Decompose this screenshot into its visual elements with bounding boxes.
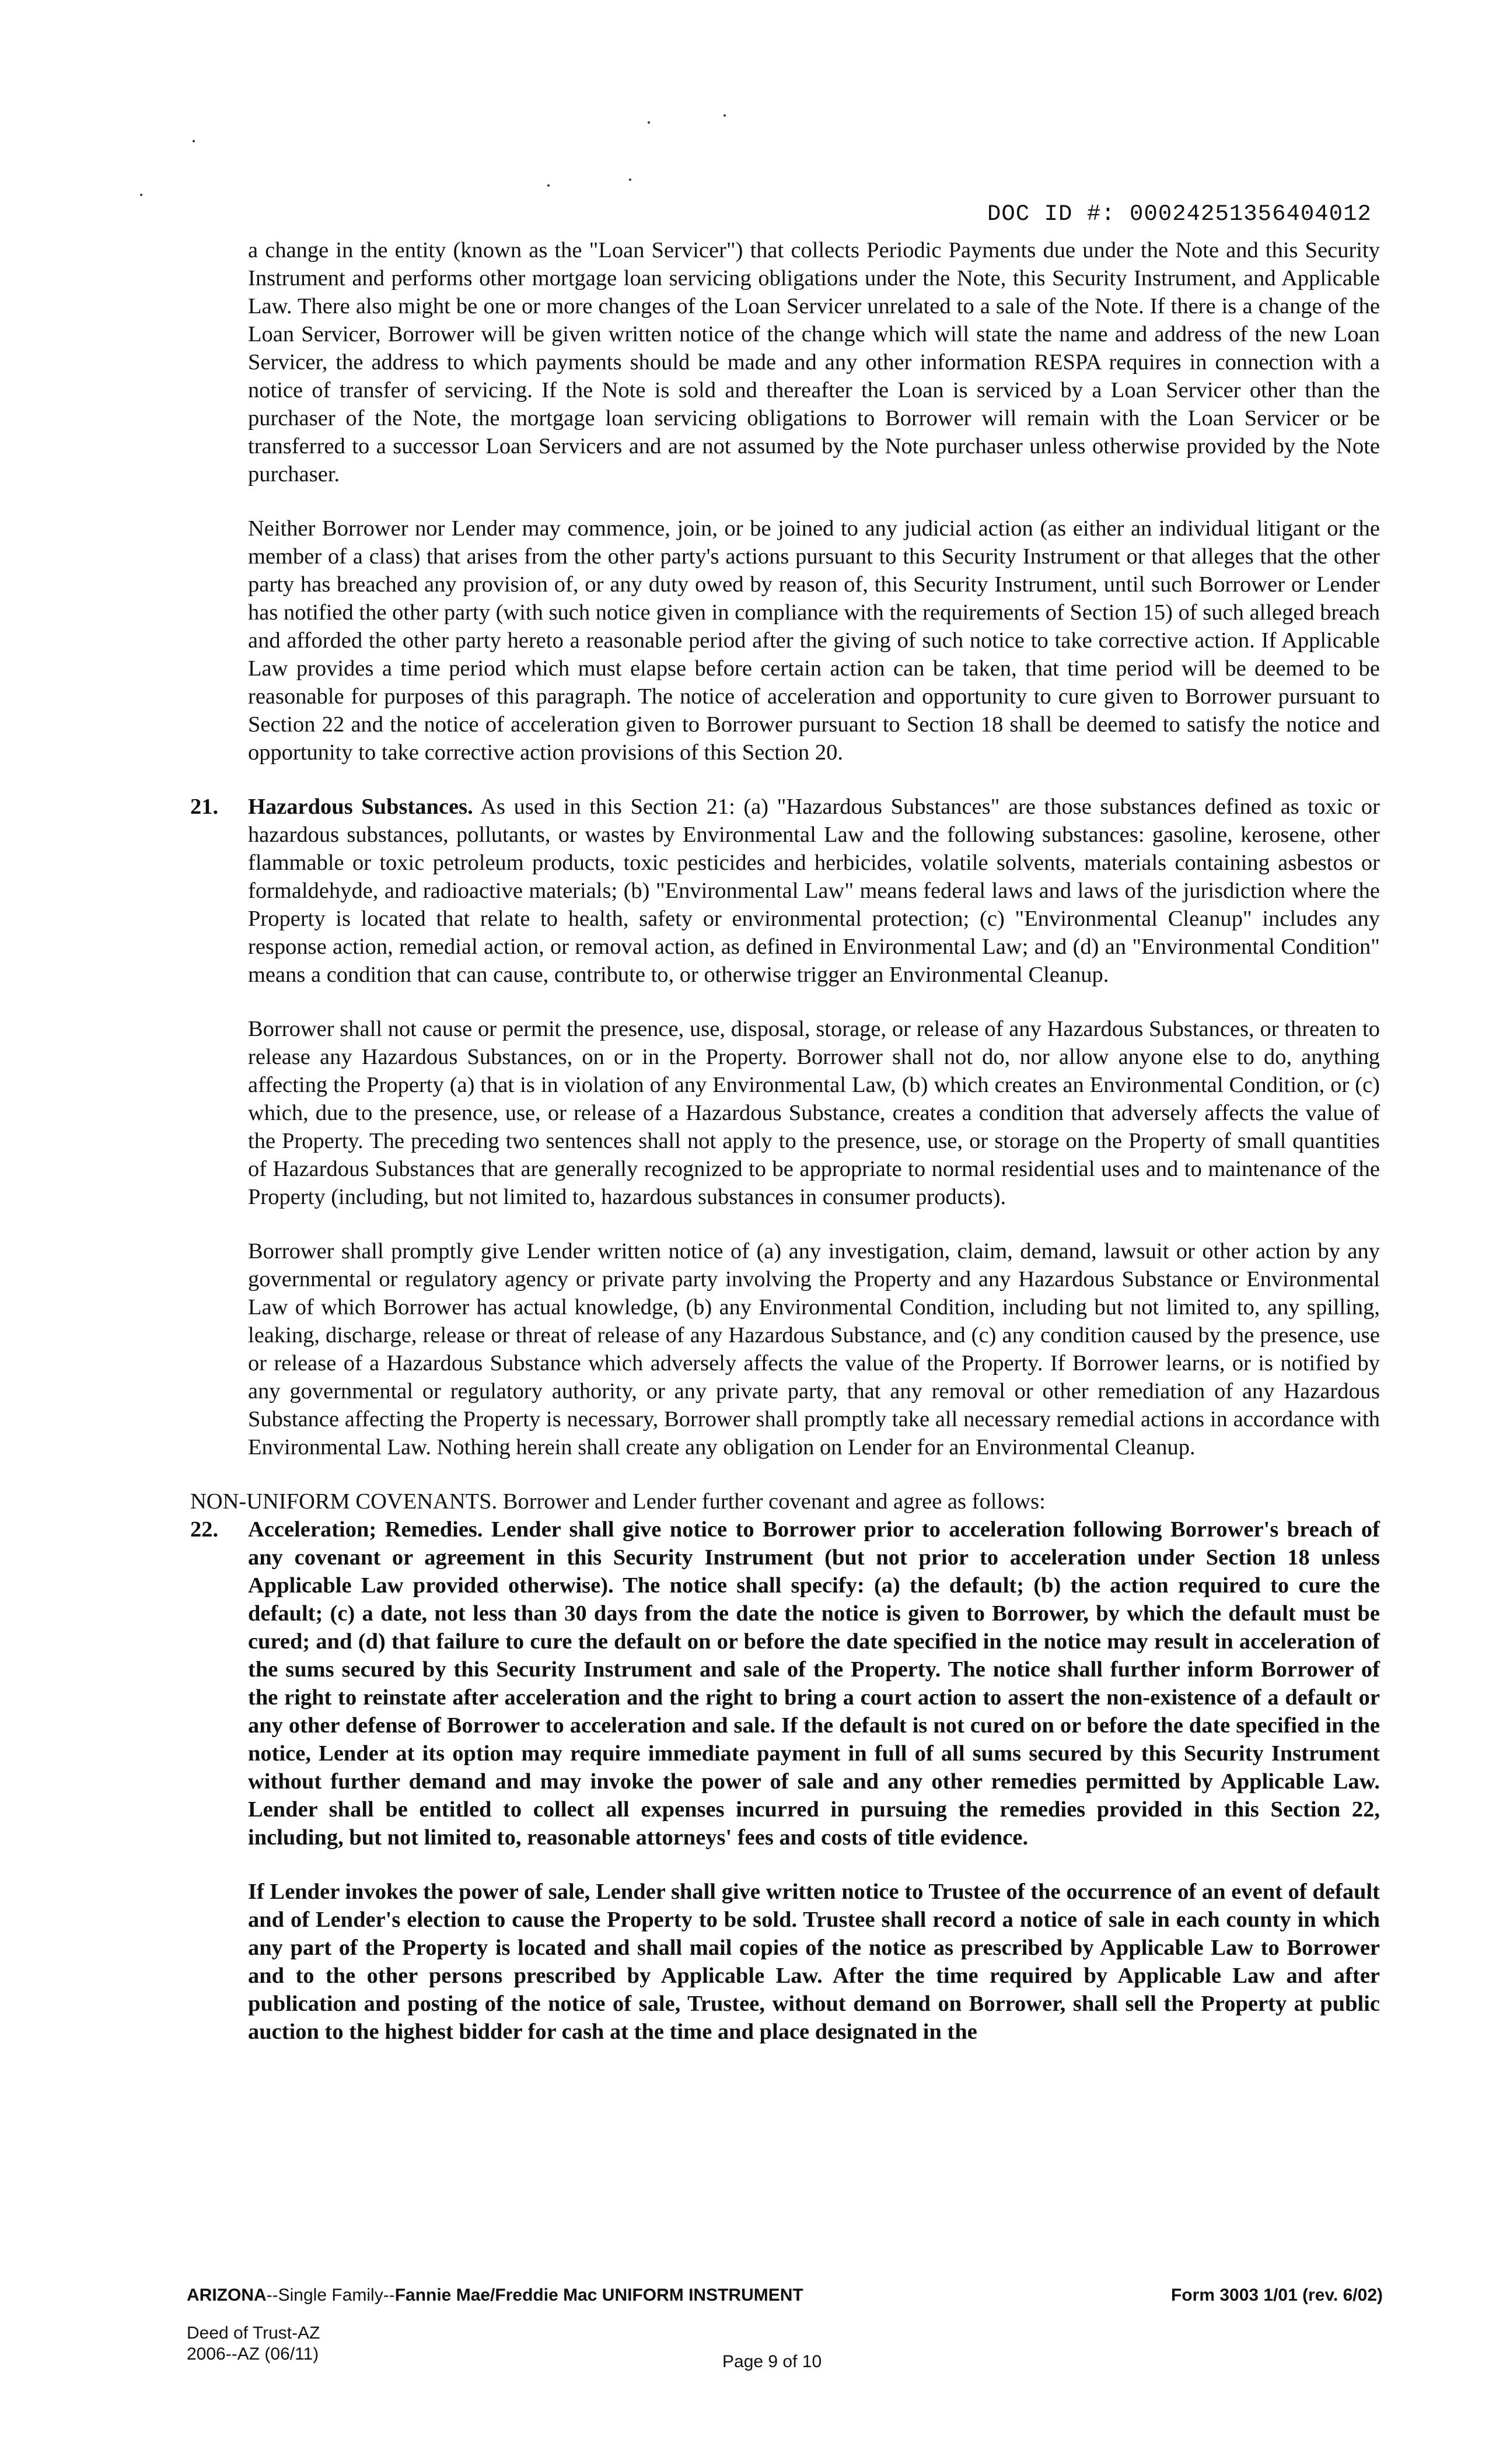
- footer-family: --Single Family--: [266, 2286, 395, 2305]
- scan-speck: [193, 140, 195, 142]
- section-21: [190, 793, 1380, 989]
- footer-instrument-line: [187, 2286, 1383, 2309]
- footer-code: 2006--AZ (06/11): [187, 2344, 319, 2364]
- footer-instrument-name: Fannie Mae/Freddie Mac UNIFORM INSTRUMENT: [394, 2286, 803, 2305]
- notice-paragraph: Neither Borrower nor Lender may commence, join, or be joined to any judicial action (as either an individual litigant or the member of a class) that arises from the other party's actions pursuant to this Security Instrument or that alleges that the other party has breached any provision of, or any duty owed by reason of, this Security Instrument, until such Borrower or Lender has notified the other party (with such notice given in compliance with the requirements of Section 15) of such alleged breach and afforded the other party hereto a reasonable period after the giving of such notice to take corrective action. If Applicable Law provides a time period which must elapse before certain action can be taken, that time period will be deemed to be reasonable for purposes of this paragraph. The notice of acceleration and opportunity to cure given to Borrower pursuant to Section 22 and the notice of acceleration given to Borrower pursuant to Section 18 shall be deemed to satisfy the notice and opportunity to take corrective action provisions of this Section 20.: [248, 516, 1380, 765]
- document-body: [190, 236, 1380, 2072]
- footer-state: ARIZONA: [187, 2286, 267, 2305]
- scan-speck: [629, 178, 631, 181]
- section-number: 22.: [190, 1517, 219, 1542]
- scan-speck: [723, 114, 726, 117]
- scan-speck: [140, 194, 142, 196]
- doc-id: DOC ID #: 00024251356404012: [987, 201, 1372, 227]
- scan-speck: [547, 184, 550, 187]
- scan-speck: [648, 121, 650, 124]
- section-22: [190, 1516, 1380, 1852]
- non-uniform-covenants: NON-UNIFORM COVENANTS. Borrower and Lender further covenant and agree as follows:: [190, 1489, 1046, 1514]
- servicer-paragraph: a change in the entity (known as the "Loan Servicer") that collects Periodic Payments due under the Note and this Security Instrument and performs other mortgage loan servicing obligations under the Note, this Security Instrument, and Applicable Law. There also might be one or more changes of the Loan Servicer unrelated to a sale of the Note. If there is a change of the Loan Servicer, Borrower will be given written notice of the change which will state the name and address of the new Loan Servicer, the address to which payments should be made and any other information RESPA requires in connection with a notice of transfer of servicing. If the Note is sold and thereafter the Loan is serviced by a Loan Servicer other than the purchaser of the Note, the mortgage loan servicing obligations to Borrower will remain with the Loan Servicer or be transferred to a successor Loan Servicers and are not assumed by the Note purchaser unless otherwise provided by the Note purchaser.: [248, 238, 1380, 487]
- footer-deed: Deed of Trust-AZ: [187, 2323, 320, 2343]
- section-number: 21.: [190, 794, 219, 819]
- page-number: Page 9 of 10: [722, 2352, 822, 2371]
- section-21-paragraph: [248, 793, 1380, 989]
- footer-instrument: [187, 2286, 803, 2305]
- section-title: Hazardous Substances.: [248, 794, 473, 819]
- power-of-sale-paragraph: If Lender invokes the power of sale, Lender shall give written notice to Trustee of the occurrence of an event of default and of Lender's election to cause the Property to be sold. Trustee shall record a notice of sale in each county in which any part of the Property is located and shall mail copies of the notice as prescribed by Applicable Law to Borrower and to the other persons prescribed by Applicable Law. After the time required by Applicable Law and after publication and posting of the notice of sale, Trustee, without demand on Borrower, shall sell the Property at public auction to the highest bidder for cash at the time and place designated in the: [248, 1880, 1380, 2044]
- hazardous-paragraph-3: Borrower shall promptly give Lender written notice of (a) any investigation, claim, demand, lawsuit or other action by any governmental or regulatory agency or private party involving the Property and any Hazardous Substance or Environmental Law of which Borrower has actual knowledge, (b) any Environmental Condition, including but not limited to, any spilling, leaking, discharge, release or threat of release of any Hazardous Substance, and (c) any condition caused by the presence, use or release of a Hazardous Substance which adversely affects the value of the Property. If Borrower learns, or is notified by any governmental or regulatory authority, or any private party, that any removal or other remediation of any Hazardous Substance affecting the Property is necessary, Borrower shall promptly take all necessary remedial actions in accordance with Environmental Law. Nothing herein shall create any obligation on Lender for an Environmental Cleanup.: [248, 1239, 1380, 1460]
- section-text: As used in this Section 21: (a) "Hazardous Substances" are those substances defined as toxic or hazardous substances, pollutants, or wastes by Environmental Law and the following substances: gasoline, kerosene, other flammable or toxic petroleum products, toxic pesticides and herbicides, volatile solvents, materials containing asbestos or formaldehyde, and radioactive materials; (b) "Environmental Law" means federal laws and laws of the jurisdiction where the Property is located that relate to health, safety or environmental protection; (c) "Environmental Cleanup" includes any response action, remedial action, or removal action, as defined in Environmental Law; and (d) an "Environmental Condition" means a condition that can cause, contribute to, or otherwise trigger an Environmental Cleanup.: [248, 794, 1380, 987]
- footer-form-number: Form 3003 1/01 (rev. 6/02): [1171, 2286, 1383, 2305]
- hazardous-paragraph-2: Borrower shall not cause or permit the presence, use, disposal, storage, or release of any Hazardous Substances, or threaten to release any Hazardous Substances, on or in the Property. Borrower shall not do, nor allow anyone else to do, anything affecting the Property (a) that is in violation of any Environmental Law, (b) which creates an Environmental Condition, or (c) which, due to the presence, use, or release of a Hazardous Substance, creates a condition that adversely affects the value of the Property. The preceding two sentences shall not apply to the presence, use, or storage on the Property of small quantities of Hazardous Substances that are generally recognized to be appropriate to normal residential uses and to maintenance of the Property (including, but not limited to, hazardous substances in consumer products).: [248, 1017, 1380, 1209]
- section-22-paragraph: Acceleration; Remedies. Lender shall give notice to Borrower prior to acceleration following Borrower's breach of any covenant or agreement in this Security Instrument (but not prior to acceleration under Section 18 unless Applicable Law provided otherwise). The notice shall specify: (a) the default; (b) the action required to cure the default; (c) a date, not less than 30 days from the date the notice is given to Borrower, by which the default must be cured; and (d) that failure to cure the default on or before the date specified in the notice may result in acceleration of the sums secured by this Security Instrument and sale of the Property. The notice shall further inform Borrower of the right to reinstate after acceleration and the right to bring a court action to assert the non-existence of a default or any other defense of Borrower to acceleration and sale. If the default is not cured on or before the date specified in the notice, Lender at its option may require immediate payment in full of all sums secured by this Security Instrument without further demand and may invoke the power of sale and any other remedies permitted by Applicable Law. Lender shall be entitled to collect all expenses incurred in pursuing the remedies provided in this Section 22, including, but not limited to, reasonable attorneys' fees and costs of title evidence.: [248, 1517, 1380, 1850]
